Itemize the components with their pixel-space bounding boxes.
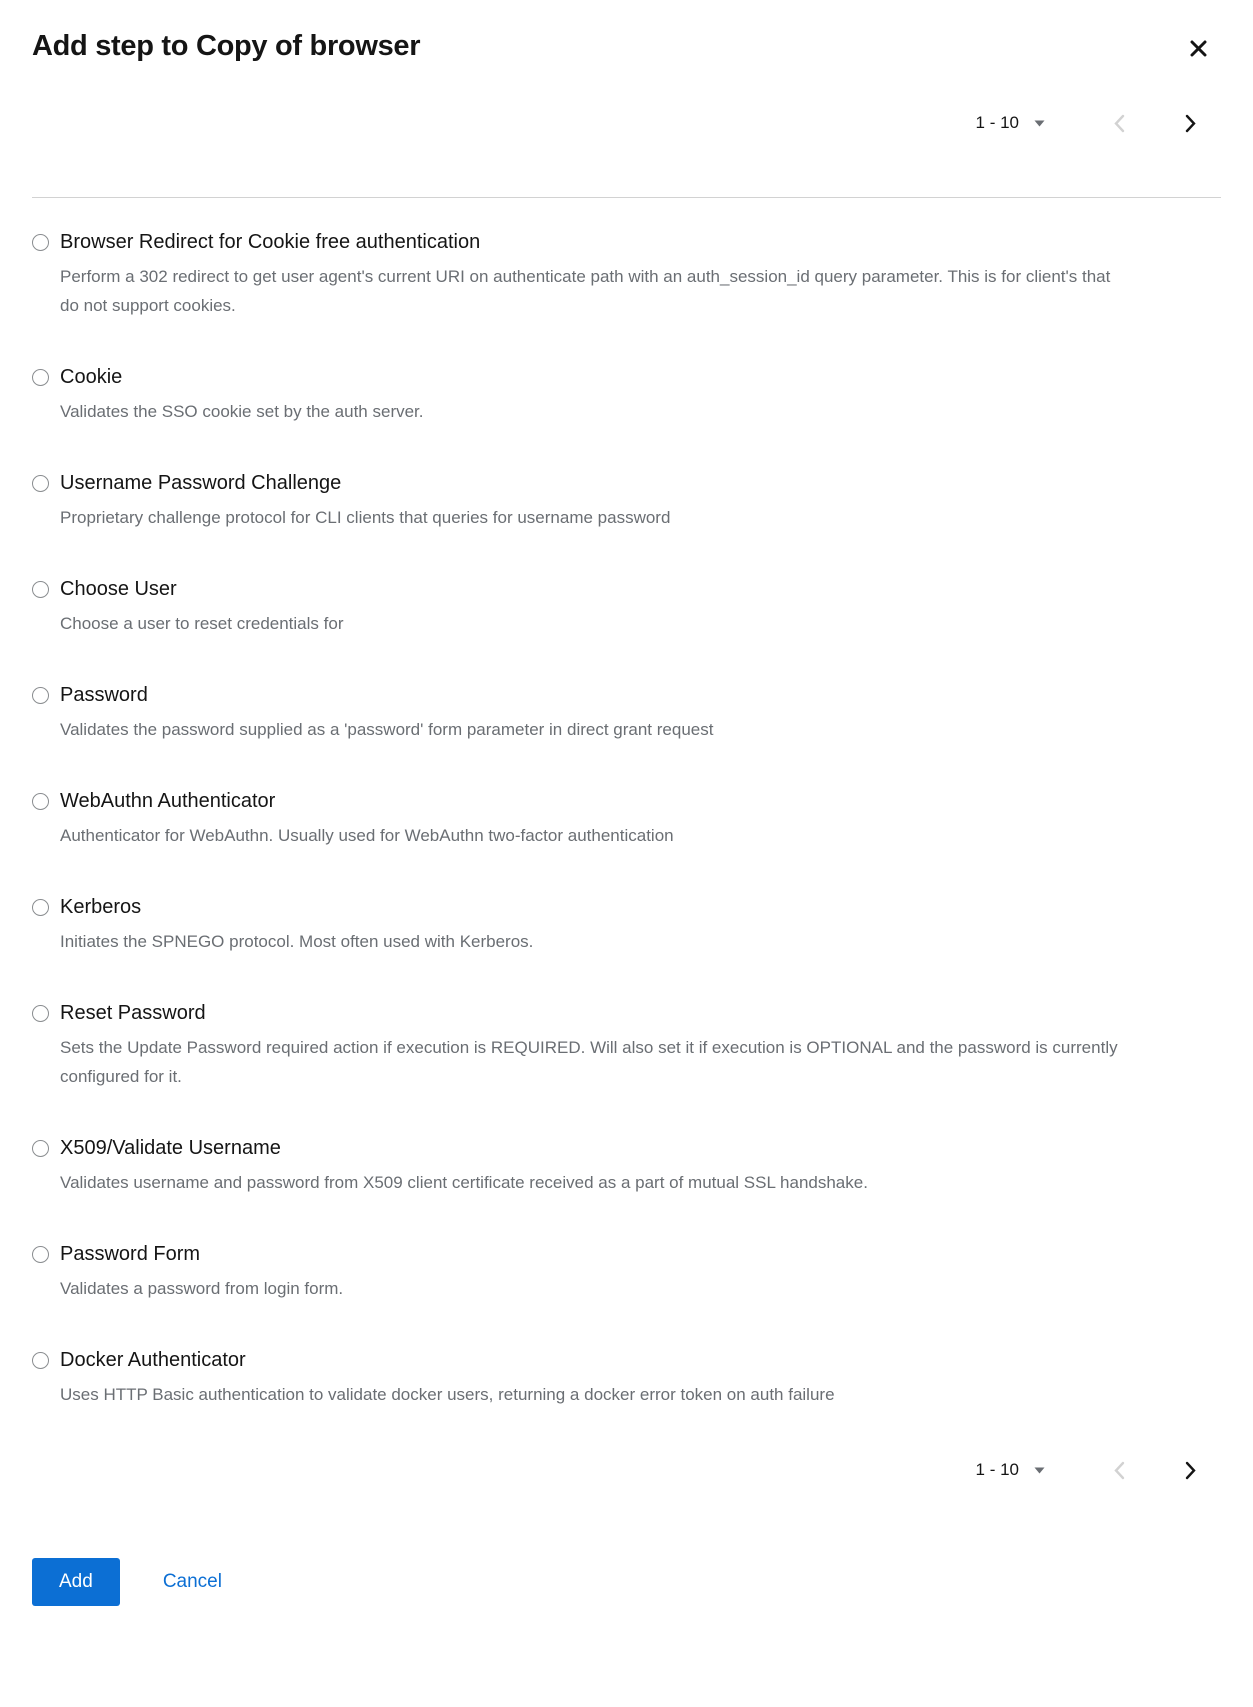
cancel-button[interactable]: Cancel [157,1570,228,1594]
step-head [32,363,1221,391]
step-label: Browser Redirect for Cookie free authentication [60,231,481,253]
per-page-menu-toggle[interactable] [968,105,1053,141]
pagination-range: 1 - 10 [975,113,1019,132]
step-head [32,228,1221,256]
step-label: Docker Authenticator [60,1349,246,1371]
step-row[interactable] [32,1346,1221,1409]
step-label: Cookie [60,366,123,388]
step-head [32,575,1221,603]
step-head [32,1240,1221,1268]
step-label: Password Form [60,1243,201,1265]
step-description: Validates the SSO cookie set by the auth server. [60,402,424,421]
bottom-pagination [32,1452,1221,1488]
step-label: WebAuthn Authenticator [60,790,276,812]
step-label: Password [60,684,148,706]
step-radio[interactable] [32,793,49,810]
step-description: Sets the Update Password required action if execution is REQUIRED. Will also set it if execution is OPTIONAL and the password is currently configured for it. [60,1038,1118,1086]
page-title: Add step to Copy of browser [32,30,421,62]
step-radio[interactable] [32,234,49,251]
step-description: Initiates the SPNEGO protocol. Most often used with Kerberos. [60,932,534,951]
step-row[interactable] [32,893,1221,956]
step-row[interactable] [32,787,1221,850]
step-description: Proprietary challenge protocol for CLI clients that queries for username password [60,508,671,527]
close-icon [1190,40,1207,57]
modal-footer [32,1558,1221,1606]
add-button[interactable]: Add [32,1558,120,1606]
step-radio[interactable] [32,369,49,386]
step-label: Username Password Challenge [60,472,342,494]
step-label: Choose User [60,578,177,600]
step-description: Validates a password from login form. [60,1279,344,1298]
pagination-range: 1 - 10 [975,1460,1019,1479]
next-page-button[interactable] [1177,106,1205,141]
next-page-button[interactable] [1177,1453,1205,1488]
step-row[interactable] [32,999,1221,1091]
step-radio[interactable] [32,581,49,598]
step-radio[interactable] [32,687,49,704]
step-head [32,469,1221,497]
step-radio[interactable] [32,899,49,916]
step-description: Validates username and password from X509 client certificate received as a part of mutual SSL handshake. [60,1173,868,1192]
step-label: Kerberos [60,896,142,918]
step-head [32,681,1221,709]
step-row[interactable] [32,1240,1221,1303]
step-row[interactable] [32,681,1221,744]
step-head [32,1134,1221,1162]
step-label: Reset Password [60,1002,206,1024]
step-row[interactable] [32,363,1221,426]
top-pagination [32,105,1221,141]
prev-page-button[interactable] [1105,1453,1133,1488]
caret-down-icon [1034,120,1045,127]
step-head [32,787,1221,815]
step-list [32,228,1221,1409]
step-description: Authenticator for WebAuthn. Usually used for WebAuthn two-factor authentication [60,826,674,845]
step-row[interactable] [32,469,1221,532]
caret-down-icon [1034,1467,1045,1474]
close-button[interactable] [1184,34,1213,63]
step-radio[interactable] [32,1005,49,1022]
step-head [32,893,1221,921]
divider [32,197,1221,198]
chevron-left-icon [1113,114,1125,133]
chevron-left-icon [1113,1461,1125,1480]
step-radio[interactable] [32,475,49,492]
step-description: Uses HTTP Basic authentication to validate docker users, returning a docker error token on auth failure [60,1385,835,1404]
step-description: Choose a user to reset credentials for [60,614,344,633]
step-radio[interactable] [32,1246,49,1263]
step-row[interactable] [32,1134,1221,1197]
step-row[interactable] [32,575,1221,638]
step-head [32,999,1221,1027]
per-page-menu-toggle[interactable] [968,1452,1053,1488]
step-description: Validates the password supplied as a 'password' form parameter in direct grant request [60,720,714,739]
step-radio[interactable] [32,1140,49,1157]
prev-page-button[interactable] [1105,106,1133,141]
chevron-right-icon [1185,1461,1197,1480]
step-head [32,1346,1221,1374]
step-row[interactable] [32,228,1221,320]
step-label: X509/Validate Username [60,1137,281,1159]
chevron-right-icon [1185,114,1197,133]
step-description: Perform a 302 redirect to get user agent's current URI on authenticate path with an auth_session_id query parameter. This is for client's that do not support cookies. [60,267,1111,315]
modal-header [32,0,1221,63]
step-radio[interactable] [32,1352,49,1369]
